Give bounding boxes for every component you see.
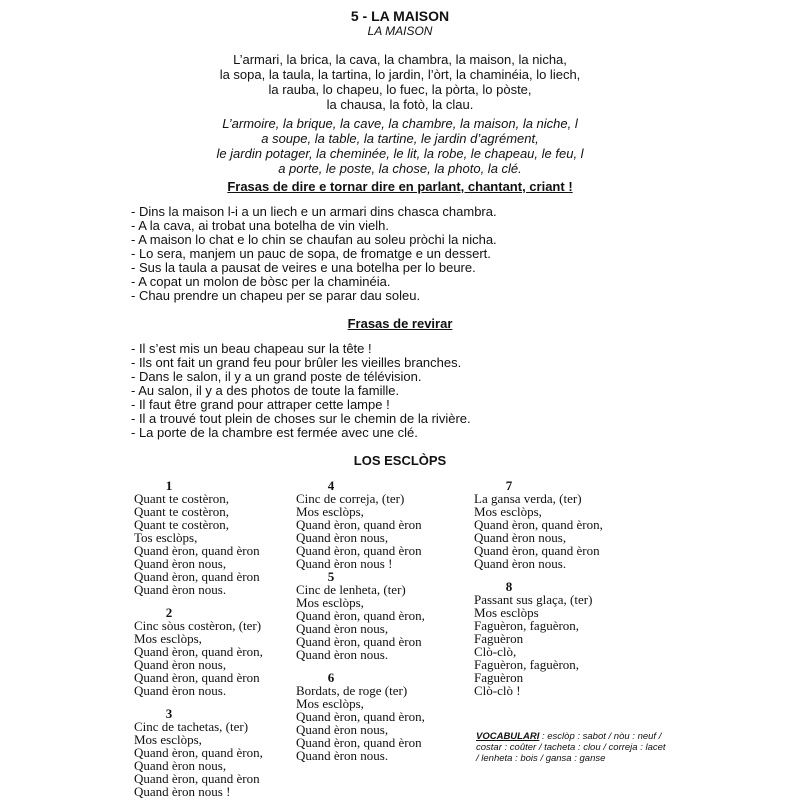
verse-line: Quand èron nous, bbox=[474, 530, 567, 545]
verse-line: Quand èron, quand èron bbox=[296, 634, 422, 649]
verse-line: Tos esclòps, bbox=[134, 530, 198, 545]
verse-line: Mos esclòps, bbox=[296, 696, 364, 711]
verse-line: Quand èron nous, bbox=[134, 556, 227, 571]
verse-line: Quand èron, quand èron, bbox=[134, 644, 263, 659]
verse-line: Quand èron nous. bbox=[296, 647, 389, 662]
verse-line: La gansa verda, (ter) bbox=[474, 491, 582, 506]
verse-line: Cinc de lenheta, (ter) bbox=[296, 582, 406, 597]
verse-line: Clò-clò, bbox=[474, 644, 517, 659]
verse-line: Quand èron, quand èron, bbox=[134, 745, 263, 760]
song-column-3 bbox=[474, 479, 649, 697]
verse-line: Cinc de tachetas, (ter) bbox=[134, 719, 249, 734]
verse-line: Cinc sòus costèron, (ter) bbox=[134, 618, 262, 633]
song-title: LOS ESCLÒPS bbox=[353, 453, 447, 468]
verse-line: Faguèron, faguèron, bbox=[474, 618, 580, 633]
list-item: - A copat un molon de bòsc per la chaminéia. bbox=[131, 274, 391, 289]
verse-line: Quand èron nous. bbox=[134, 683, 227, 698]
page-title: 5 - LA MAISON bbox=[350, 8, 450, 24]
verse-line: Quand èron nous ! bbox=[296, 556, 393, 571]
verse-line: Quand èron, quand èron, bbox=[474, 517, 603, 532]
text-line: L’armari, la brica, la cava, la chambra, la maison, la nicha, bbox=[233, 52, 567, 67]
list-item: - Chau prendre un chapeu per se parar dau soleu. bbox=[131, 288, 421, 303]
list-item: - Il a trouvé tout plein de choses sur le chemin de la rivière. bbox=[131, 411, 471, 426]
verse-line: Quand èron, quand èron bbox=[134, 543, 260, 558]
verse-line: Quand èron nous. bbox=[296, 748, 389, 763]
verse-line: Quant te costèron, bbox=[134, 504, 229, 519]
verse-line: Faguèron, faguèron, bbox=[474, 657, 580, 672]
verse-number: 5 bbox=[327, 569, 335, 584]
verse-line: Quand èron, quand èron bbox=[296, 735, 422, 750]
verse-line: Mos esclòps, bbox=[474, 504, 542, 519]
verse-number: 6 bbox=[327, 670, 335, 685]
song-column-2 bbox=[296, 479, 471, 762]
verse-line: Mos esclòps, bbox=[296, 504, 364, 519]
verse-line: Quand èron nous. bbox=[474, 556, 567, 571]
list-item: - Lo sera, manjem un pauc de sopa, de fromatge e un dessert. bbox=[131, 246, 491, 261]
list-item: - Dans le salon, il y a un grand poste de télévision. bbox=[131, 369, 422, 384]
text-line: le jardin potager, la cheminée, le lit, la robe, le chapeau, le feu, l bbox=[216, 146, 584, 161]
verse-line: Quand èron, quand èron bbox=[296, 517, 422, 532]
verse-line: Faguèron bbox=[474, 631, 524, 646]
list-item: - Sus la taula a pausat de veires e una botelha per lo beure. bbox=[131, 260, 476, 275]
verse-line: Mos esclòps, bbox=[134, 732, 202, 747]
verse-number: 2 bbox=[165, 605, 173, 620]
verse-line: Quand èron nous. bbox=[134, 582, 227, 597]
section-heading-translate: Frasas de revirar bbox=[347, 316, 453, 331]
verse-line: Clò-clò ! bbox=[474, 683, 521, 698]
verse-line: Quand èron, quand èron, bbox=[296, 709, 425, 724]
list-item: - Ils ont fait un grand feu pour brûler les vieilles branches. bbox=[131, 355, 462, 370]
verse-line: Quand èron nous, bbox=[296, 530, 389, 545]
verse-line: Quand èron, quand èron bbox=[134, 670, 260, 685]
text-line: la sopa, la taula, la tartina, lo jardin, l’òrt, la chaminéia, lo liech, bbox=[219, 67, 581, 82]
verse-number: 7 bbox=[505, 478, 513, 493]
verse-line: Passant sus glaça, (ter) bbox=[474, 592, 593, 607]
verse-line: Quand èron, quand èron bbox=[296, 543, 422, 558]
list-item: - Il s’est mis un beau chapeau sur la tête ! bbox=[131, 341, 372, 356]
repeat-sentences-list bbox=[131, 205, 497, 303]
verse-line: Quand èron nous, bbox=[296, 722, 389, 737]
verse-number: 8 bbox=[505, 579, 513, 594]
list-item: - Il faut être grand pour attraper cette lampe ! bbox=[131, 397, 390, 412]
vocabulary-text: : esclòp : sabot / nòu : neuf / costar : coûter / tacheta : clou / correja : lacet / lenheta : bois / gansa : ganse bbox=[476, 731, 666, 764]
verse-line: Faguèron bbox=[474, 670, 524, 685]
verse-line: Quand èron nous ! bbox=[134, 784, 231, 799]
text-line: a porte, le poste, la chose, la photo, la clé. bbox=[278, 161, 522, 176]
verse-line: Quand èron nous, bbox=[134, 758, 227, 773]
verse-line: Quand èron, quand èron bbox=[134, 771, 260, 786]
text-line: a soupe, la table, la tartine, le jardin d’agrément, bbox=[261, 131, 539, 146]
section-heading-repeat: Frasas de dire e tornar dire en parlant, chantant, criant ! bbox=[227, 179, 573, 194]
verse-line: Quand èron nous, bbox=[296, 621, 389, 636]
list-item: - A maison lo chat e lo chin se chaufan au soleu pròchi la nicha. bbox=[131, 232, 497, 247]
list-item: - Dins la maison l-i a un liech e un armari dins chasca chambra. bbox=[131, 204, 497, 219]
text-line: la rauba, lo chapeu, lo fuec, la pòrta, lo pòste, bbox=[268, 82, 532, 97]
vocabulary-label: VOCABULARI bbox=[476, 731, 540, 742]
verse-number: 4 bbox=[327, 478, 335, 493]
list-item: - La porte de la chambre est fermée avec une clé. bbox=[131, 425, 418, 440]
verse-line: Quant te costèron, bbox=[134, 517, 229, 532]
occitan-vocab-paragraph bbox=[0, 52, 800, 112]
verse-number: 3 bbox=[165, 706, 173, 721]
vocabulary-note bbox=[476, 731, 666, 764]
list-item: - Au salon, il y a des photos de toute la famille. bbox=[131, 383, 400, 398]
verse-line: Bordats, de roge (ter) bbox=[296, 683, 408, 698]
verse-line: Mos esclòps, bbox=[296, 595, 364, 610]
text-line: L’armoire, la brique, la cave, la chambre, la maison, la niche, l bbox=[222, 116, 578, 131]
verse-line: Mos esclòps, bbox=[134, 631, 202, 646]
verse-line: Quand èron nous, bbox=[134, 657, 227, 672]
verse-number: 1 bbox=[165, 478, 173, 493]
list-item: - A la cava, ai trobat una botelha de vin vielh. bbox=[131, 218, 390, 233]
french-vocab-paragraph bbox=[0, 116, 800, 176]
verse-line: Quand èron, quand èron bbox=[134, 569, 260, 584]
verse-line: Quand èron, quand èron, bbox=[296, 608, 425, 623]
song-column-1 bbox=[134, 479, 309, 798]
text-line: la chausa, la fotò, la clau. bbox=[326, 97, 474, 112]
verse-line: Quand èron, quand èron bbox=[474, 543, 600, 558]
page-subtitle: LA MAISON bbox=[367, 24, 433, 38]
verse-line: Mos esclòps bbox=[474, 605, 539, 620]
verse-line: Quant te costèron, bbox=[134, 491, 229, 506]
translate-sentences-list bbox=[131, 342, 471, 440]
verse-line: Cinc de correja, (ter) bbox=[296, 491, 405, 506]
